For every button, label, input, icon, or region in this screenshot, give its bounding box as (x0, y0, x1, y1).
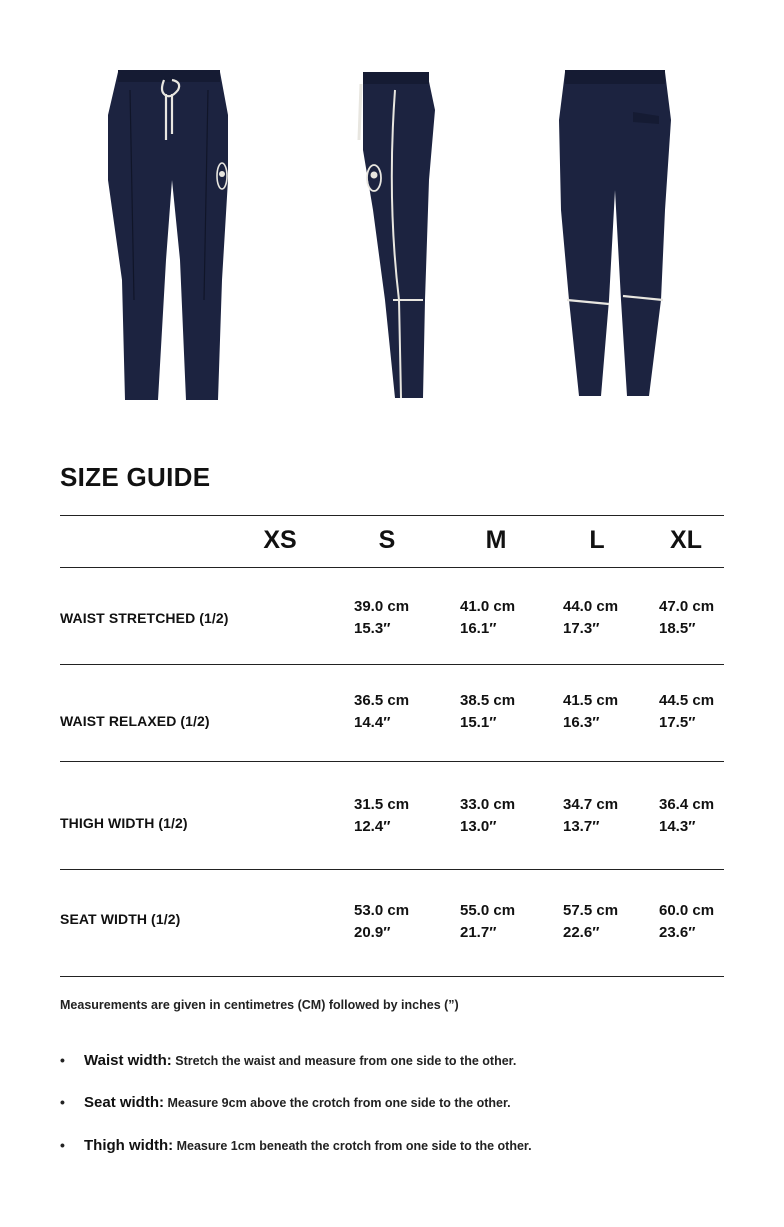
table-cell: 53.0 cm 20.9″ (354, 902, 410, 941)
table-row-divider (60, 664, 724, 665)
table-cell: 57.5 cm 22.6″ (563, 902, 619, 941)
size-header-s: S (378, 526, 396, 554)
table-cell: 34.7 cm 13.7″ (563, 796, 619, 835)
table-bottom-rule (60, 976, 724, 977)
row-label-thigh-width: THIGH WIDTH (1/2) (60, 815, 188, 831)
table-top-rule (60, 515, 724, 516)
bullet-thigh-width (60, 1137, 532, 1154)
table-cell: 36.5 cm 14.4″ (354, 692, 410, 731)
bullet-waist-width (60, 1052, 516, 1069)
bullet-dot: • (60, 1094, 65, 1110)
pants-front-icon (100, 60, 240, 405)
bullet-text: Measure 1cm beneath the crotch from one side to the other. (173, 1139, 532, 1153)
bullet-term: Seat width: (84, 1094, 165, 1111)
table-cell: 44.0 cm 17.3″ (563, 598, 619, 637)
pants-front-image (100, 60, 240, 405)
row-label-waist-relaxed: WAIST RELAXED (1/2) (60, 713, 210, 729)
table-cell: 36.4 cm 14.3″ (659, 796, 715, 835)
bullet-text: Stretch the waist and measure from one side to the other. (171, 1054, 517, 1068)
size-guide-title: SIZE GUIDE (60, 462, 211, 492)
table-cell: 60.0 cm 23.6″ (659, 902, 715, 941)
table-cell: 41.5 cm 16.3″ (563, 692, 619, 731)
table-cell: 39.0 cm 15.3″ (354, 598, 410, 637)
size-header-m: M (485, 526, 507, 554)
pants-side-image (355, 60, 445, 405)
bullet-text: Measure 9cm above the crotch from one side to the other. (164, 1096, 511, 1110)
measurement-note: Measurements are given in centimetres (CM) followed by inches (”) (60, 998, 459, 1012)
table-header-rule (60, 567, 724, 568)
size-header-l: L (589, 526, 605, 554)
table-cell: 41.0 cm 16.1″ (460, 598, 516, 637)
table-cell: 44.5 cm 17.5″ (659, 692, 715, 731)
bullet-seat-width (60, 1094, 511, 1111)
pants-side-icon (355, 60, 445, 405)
pants-back-icon (555, 60, 675, 405)
table-cell: 55.0 cm 21.7″ (460, 902, 516, 941)
table-cell: 38.5 cm 15.1″ (460, 692, 516, 731)
table-row-divider (60, 761, 724, 762)
table-cell: 33.0 cm 13.0″ (460, 796, 516, 835)
table-cell: 31.5 cm 12.4″ (354, 796, 410, 835)
table-cell: 47.0 cm 18.5″ (659, 598, 715, 637)
bullet-dot: • (60, 1137, 65, 1153)
row-label-waist-stretched: WAIST STRETCHED (1/2) (60, 610, 229, 626)
pants-back-image (555, 60, 675, 405)
bullet-term: Thigh width: (84, 1137, 174, 1154)
row-label-seat-width: SEAT WIDTH (1/2) (60, 911, 181, 927)
size-header-xl: XL (670, 526, 702, 554)
table-row-divider (60, 869, 724, 870)
size-header-xs: XS (263, 526, 297, 554)
bullet-dot: • (60, 1052, 65, 1068)
bullet-term: Waist width: (84, 1052, 172, 1069)
